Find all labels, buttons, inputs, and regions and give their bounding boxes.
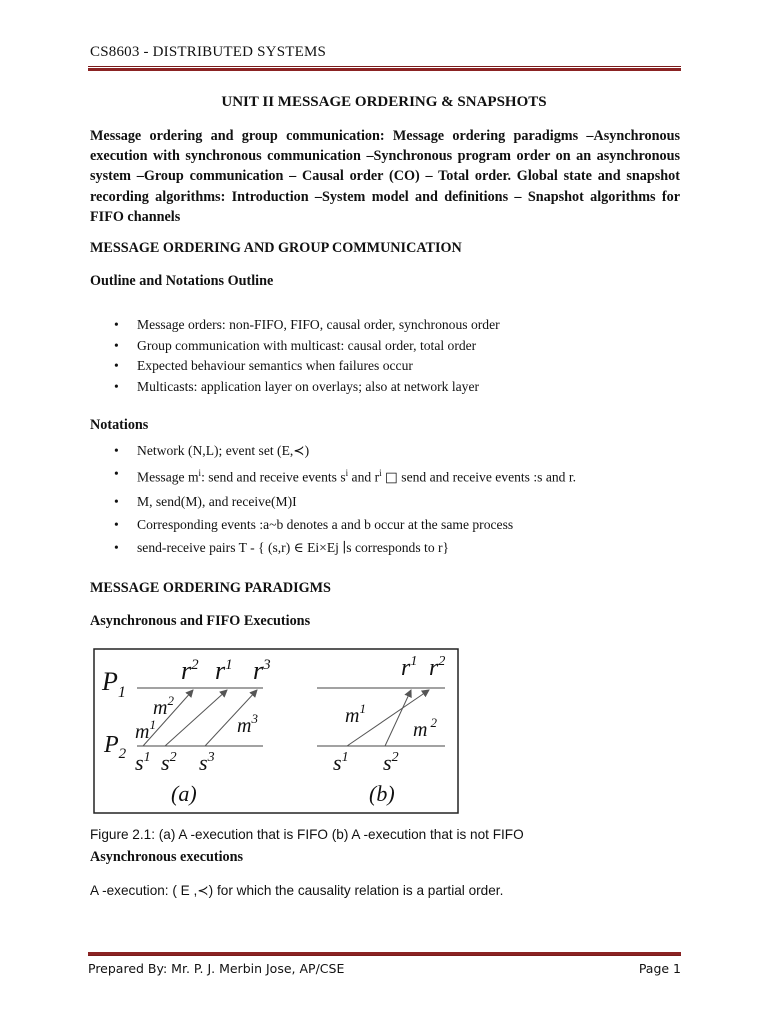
label-r2-b: $r^2$	[429, 654, 446, 681]
list-item: • Message orders: non-FIFO, FIFO, causal order, synchronous order	[90, 315, 500, 336]
heading-outline: Outline and Notations Outline	[90, 273, 274, 289]
message-arrow-m2-a	[165, 690, 227, 746]
label-m3-a: $m^3$	[237, 711, 258, 737]
label-r1-a: $r^1$	[215, 656, 233, 685]
list-item: • M, send(M), and receive(M)I	[90, 490, 576, 513]
label-s2-a: $s^2$	[161, 750, 177, 775]
header-course-title: CS8603 - DISTRIBUTED SYSTEMS	[90, 44, 327, 60]
list-item: • Multicasts: application layer on overlays; also at network layer	[90, 377, 500, 398]
heading-async-fifo: Asynchronous and FIFO Executions	[90, 613, 311, 629]
label-m1-a: $m^1$	[135, 717, 156, 743]
label-r2-a: $r^2$	[181, 656, 199, 685]
label-s2-b: $s^2$	[383, 750, 399, 775]
label-m2-a: $m^2$	[153, 693, 174, 719]
label-m2-b: m $^2$	[413, 715, 437, 741]
list-item-message: • Message $m^i$: send and receive events $s^i$ and $r^i$ □ send and receive events :s and r.	[90, 462, 576, 490]
fifo-execution-figure	[93, 648, 459, 814]
list-item: • send-receive pairs T - { (s,r) ∈ Ei×Ej ∣s corresponds to r}	[90, 536, 576, 559]
footer-rule	[88, 951, 681, 956]
footer-prepared-by: Prepared By: Mr. P. J. Merbin Jose, AP/CSE	[88, 961, 345, 976]
header-rule	[88, 66, 681, 71]
message-arrow-m2-b	[385, 690, 411, 746]
label-b: (b)	[369, 781, 395, 806]
label-s1-b: $s^1$	[333, 750, 349, 775]
heading-notations: Notations	[90, 417, 149, 433]
label-r3-a: $r^3$	[253, 656, 271, 685]
outline-list	[90, 315, 500, 397]
label-a: (a)	[171, 781, 197, 806]
list-item: • Group communication with multicast: causal order, total order	[90, 336, 500, 357]
label-s3-a: $s^3$	[199, 750, 215, 775]
label-p2: $P_2$	[104, 732, 127, 762]
async-exec-text: A -execution: ( E ,≺) for which the causality relation is a partial order.	[90, 883, 504, 898]
heading-async-executions: Asynchronous executions	[90, 849, 244, 865]
footer-page-number: Page 1	[638, 961, 681, 976]
unit-title: UNIT II MESSAGE ORDERING & SNAPSHOTS	[221, 94, 547, 110]
label-p1: $P_1$	[102, 667, 126, 701]
unit-intro-paragraph: Message ordering and group communication: Message ordering paradigms –Asynchronous execution with synchronous communication –Synchronous program order on an asynchronous system –Group communication – Causal order (CO) – Total order. Global state and snapshot recording algorithms: Introduction –System model and definitions – Snapshot algorithms for FIFO channels	[90, 128, 680, 225]
list-item: • Corresponding events :a~b denotes a and b occur at the same process	[90, 513, 576, 536]
missing-glyph-box-icon: □	[385, 469, 398, 486]
figure-caption: Figure 2.1: (a) A -execution that is FIFO (b) A -execution that is not FIFO	[90, 827, 524, 842]
label-s1-a: $s^1$	[135, 750, 151, 775]
heading-paradigms: MESSAGE ORDERING PARADIGMS	[90, 580, 331, 596]
list-item: • Expected behaviour semantics when failures occur	[90, 356, 500, 377]
label-m1-b: $m^1$	[345, 701, 366, 727]
label-r1-b: $r^1$	[401, 654, 418, 681]
heading-group-communication: MESSAGE ORDERING AND GROUP COMMUNICATION	[90, 240, 462, 256]
notations-list	[90, 439, 576, 560]
list-item: • Network (N,L); event set (E,≺)	[90, 439, 576, 462]
